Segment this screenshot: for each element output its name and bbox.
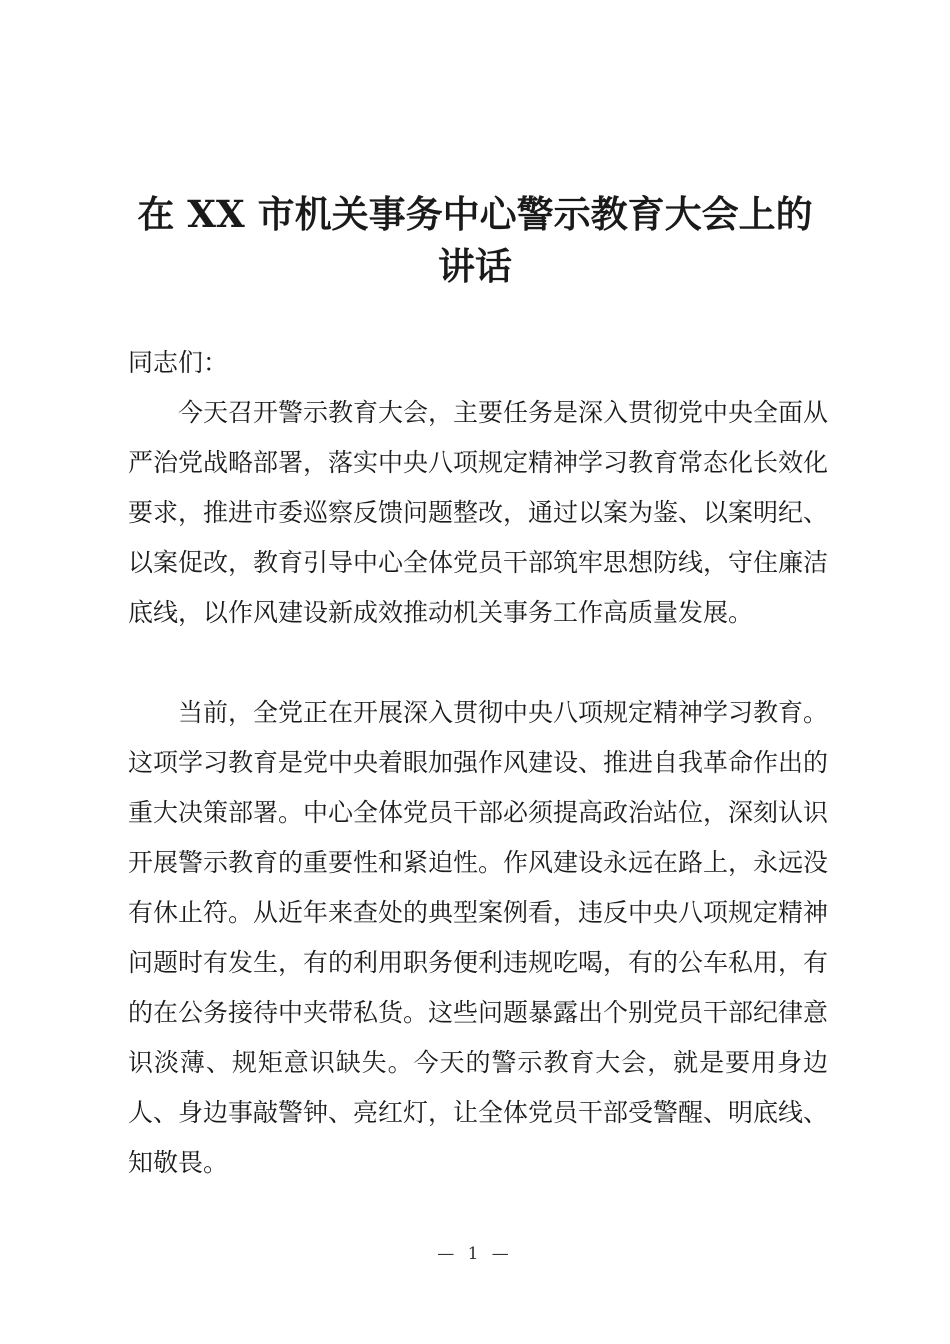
page-number: — 1 — <box>437 1244 513 1264</box>
paragraph-1: 今天召开警示教育大会，主要任务是深入贯彻党中央全面从严治党战略部署，落实中央八项规定精神学习教育常态化长效化要求，推进市委巡察反馈问题整改，通过以案为鉴、以案明纪、以案促改，教育引导中心全体党员干部筑牢思想防线，守住廉洁底线，以作风建设新成效推动机关事务工作高质量发展。 <box>128 398 829 627</box>
paragraph-2: 当前，全党正在开展深入贯彻中央八项规定精神学习教育。这项学习教育是党中央着眼加强作风建设、推进自我革命作出的重大决策部署。中心全体党员干部必须提高政治站位，深刻认识开展警示教育的重要性和紧迫性。作风建设永远在路上，永远没有休止符。从近年来查处的典型案例看，违反中央八项规定精神问题时有发生，有的利用职务便利违规吃喝，有的公车私用，有的在公务接待中夹带私货。这些问题暴露出个别党员干部纪律意识淡薄、规矩意识缺失。今天的警示教育大会，就是要用身边人、身边事敲警钟、亮红灯，让全体党员干部受警醒、明底线、知敬畏。 <box>128 698 829 1177</box>
salutation: 同志们： <box>128 348 229 377</box>
document-title-line-1: 在 XX 市机关事务中心警示教育大会上的 <box>137 192 813 236</box>
document-title-line-2: 讲话 <box>438 244 512 288</box>
